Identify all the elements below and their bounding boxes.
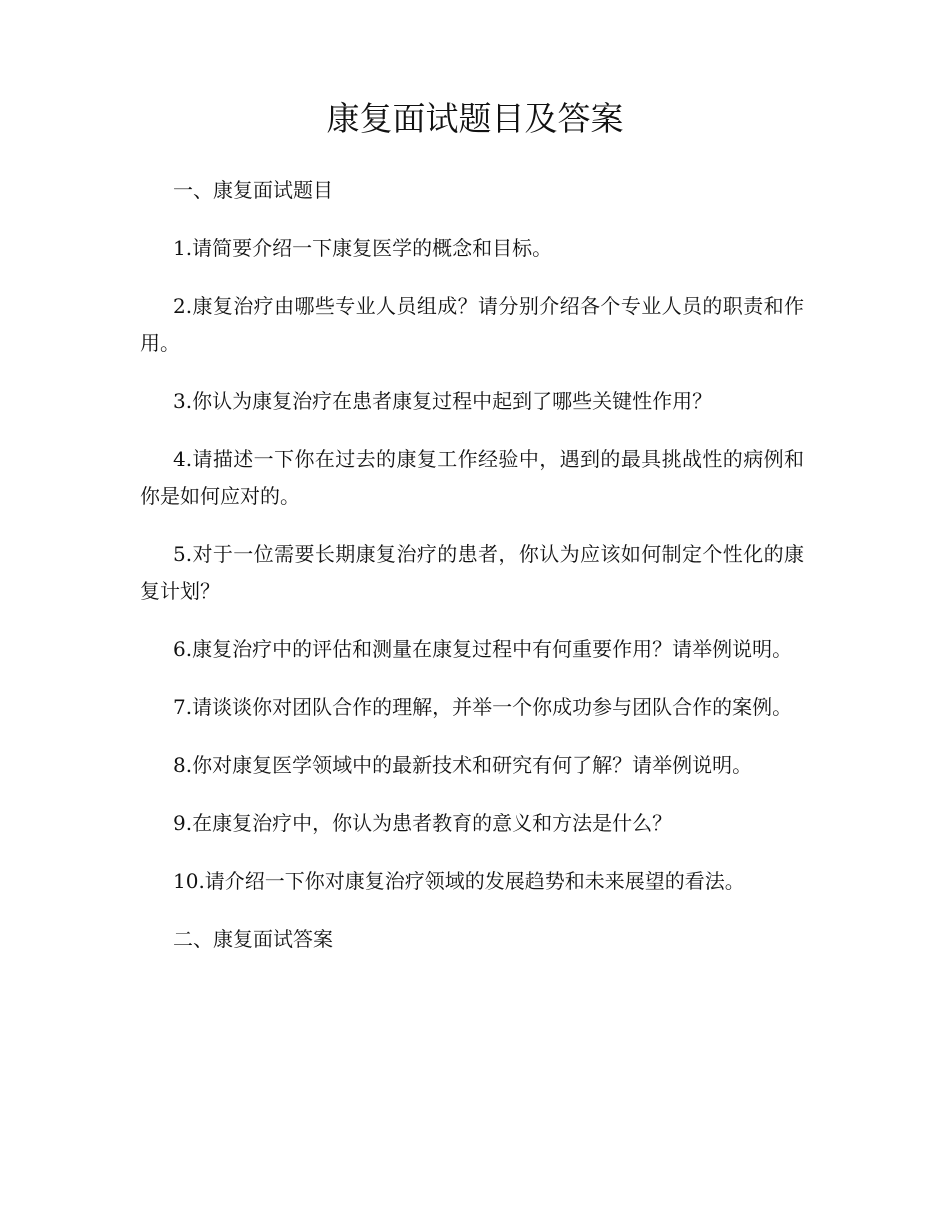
- document-body: [140, 172, 804, 979]
- section-heading-questions: 一、康复面试题目: [173, 178, 333, 202]
- document-title: 康复面试题目及答案: [326, 99, 624, 138]
- section-heading-answers: 二、康复面试答案: [173, 927, 333, 951]
- question-item: 8.你对康复医学领域中的最新技术和研究有何了解？请举例说明。: [173, 753, 753, 777]
- question-item: 1.请简要介绍一下康复医学的概念和目标。: [173, 236, 553, 260]
- question-item: 4.请描述一下你在过去的康复工作经验中，遇到的最具挑战性的病例和你是如何应对的。: [140, 447, 804, 508]
- question-item: 2.康复治疗由哪些专业人员组成？请分别介绍各个专业人员的职责和作用。: [140, 294, 804, 355]
- question-item: 3.你认为康复治疗在患者康复过程中起到了哪些关键性作用？: [173, 389, 713, 413]
- question-item: 6.康复治疗中的评估和测量在康复过程中有何重要作用？请举例说明。: [173, 637, 793, 661]
- question-item: 9.在康复治疗中，你认为患者教育的意义和方法是什么？: [173, 811, 673, 835]
- question-item: 10.请介绍一下你对康复治疗领域的发展趋势和未来展望的看法。: [173, 869, 745, 893]
- question-item: 5.对于一位需要长期康复治疗的患者，你认为应该如何制定个性化的康复计划？: [140, 542, 804, 603]
- question-item: 7.请谈谈你对团队合作的理解，并举一个你成功参与团队合作的案例。: [173, 695, 793, 719]
